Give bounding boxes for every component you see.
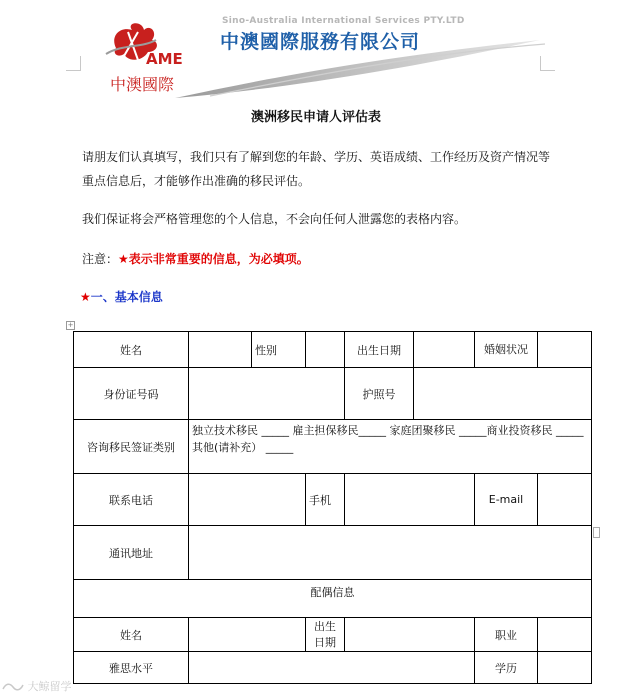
field-mobile[interactable] xyxy=(345,474,475,526)
label-id-number: 身份证号码 xyxy=(74,368,189,420)
note-line xyxy=(82,247,552,271)
watermark-text: 大鲸留学 xyxy=(27,680,72,693)
field-name[interactable] xyxy=(189,332,252,368)
field-spouse-birth[interactable] xyxy=(345,618,475,652)
table-row xyxy=(74,332,592,368)
table-row xyxy=(74,618,592,652)
watermark xyxy=(2,678,72,694)
table-move-handle[interactable]: + xyxy=(67,321,74,329)
field-email[interactable] xyxy=(538,474,592,526)
company-name-english: Sino-Australia International Services PTY.LTD xyxy=(222,16,465,26)
label-passport: 护照号 xyxy=(345,368,414,420)
table-resize-handle[interactable] xyxy=(593,527,600,538)
company-logo xyxy=(102,18,212,96)
field-address[interactable] xyxy=(189,526,592,580)
company-name-chinese: 中澳國際服務有限公司 xyxy=(220,31,421,53)
field-education[interactable] xyxy=(538,652,592,684)
crop-mark-right xyxy=(540,56,555,71)
privacy-paragraph: 我们保证将会严格管理您的个人信息，不会向任何人泄露您的表格内容。 xyxy=(82,212,467,226)
field-occupation[interactable] xyxy=(538,618,592,652)
field-id-number[interactable] xyxy=(189,368,345,420)
note-star-icon: ★ xyxy=(118,252,129,266)
table-row xyxy=(74,368,592,420)
label-ielts: 雅思水平 xyxy=(74,652,189,684)
svg-text:AME: AME xyxy=(146,50,183,68)
section-1-heading xyxy=(80,288,163,305)
label-email: E-mail xyxy=(475,474,538,526)
note-label: 注意： xyxy=(82,252,119,266)
basic-info-table xyxy=(73,331,591,684)
label-spouse-name: 姓名 xyxy=(74,618,189,652)
label-education: 学历 xyxy=(475,652,538,684)
note-text: 表示非常重要的信息，为必填项。 xyxy=(128,252,309,266)
table-row xyxy=(74,652,592,684)
field-passport[interactable] xyxy=(414,368,592,420)
table-row xyxy=(74,580,592,618)
intro-paragraph: 请朋友们认真填写，我们只有了解到您的年龄、学历、英语成绩、工作经历及资产情况等重点信息后，才能够作出准确的移民评估。 xyxy=(82,150,551,188)
document-title: 澳洲移民申请人评估表 xyxy=(250,110,381,125)
label-gender: 性别 xyxy=(252,332,306,368)
field-ielts[interactable] xyxy=(189,652,475,684)
field-spouse-name[interactable] xyxy=(189,618,306,652)
label-spouse-birth: 出生日期 xyxy=(306,618,345,652)
logo-letters xyxy=(146,50,183,68)
field-birth-date[interactable] xyxy=(414,332,475,368)
visa-options-text: 独立技术移民 _____ 雇主担保移民_____ 家庭团聚移民 _____商业投资移民 _____ xyxy=(192,424,584,437)
visa-other-text: 其他(请补充） _____ xyxy=(192,441,294,454)
watermark-logo-icon xyxy=(2,681,24,693)
section-star-icon: ★ xyxy=(80,290,91,304)
label-mobile: 手机 xyxy=(306,474,345,526)
table-row xyxy=(74,526,592,580)
label-occupation: 职业 xyxy=(475,618,538,652)
section-1-title: 一、基本信息 xyxy=(90,290,163,304)
field-marital-status[interactable] xyxy=(538,332,592,368)
spouse-info-header: 配偶信息 xyxy=(74,580,592,618)
label-visa-type: 咨询移民签证类别 xyxy=(74,420,189,474)
crop-mark-left xyxy=(66,56,81,71)
label-name: 姓名 xyxy=(74,332,189,368)
field-gender[interactable] xyxy=(306,332,345,368)
label-birth-date: 出生日期 xyxy=(345,332,414,368)
table-row xyxy=(74,474,592,526)
logo-chinese-text: 中澳國際 xyxy=(110,75,175,94)
table-row xyxy=(74,420,592,474)
label-address: 通讯地址 xyxy=(74,526,189,580)
label-phone: 联系电话 xyxy=(74,474,189,526)
label-marital-status: 婚姻状况 xyxy=(475,332,538,368)
field-phone[interactable] xyxy=(189,474,306,526)
field-visa-type[interactable] xyxy=(189,420,592,474)
